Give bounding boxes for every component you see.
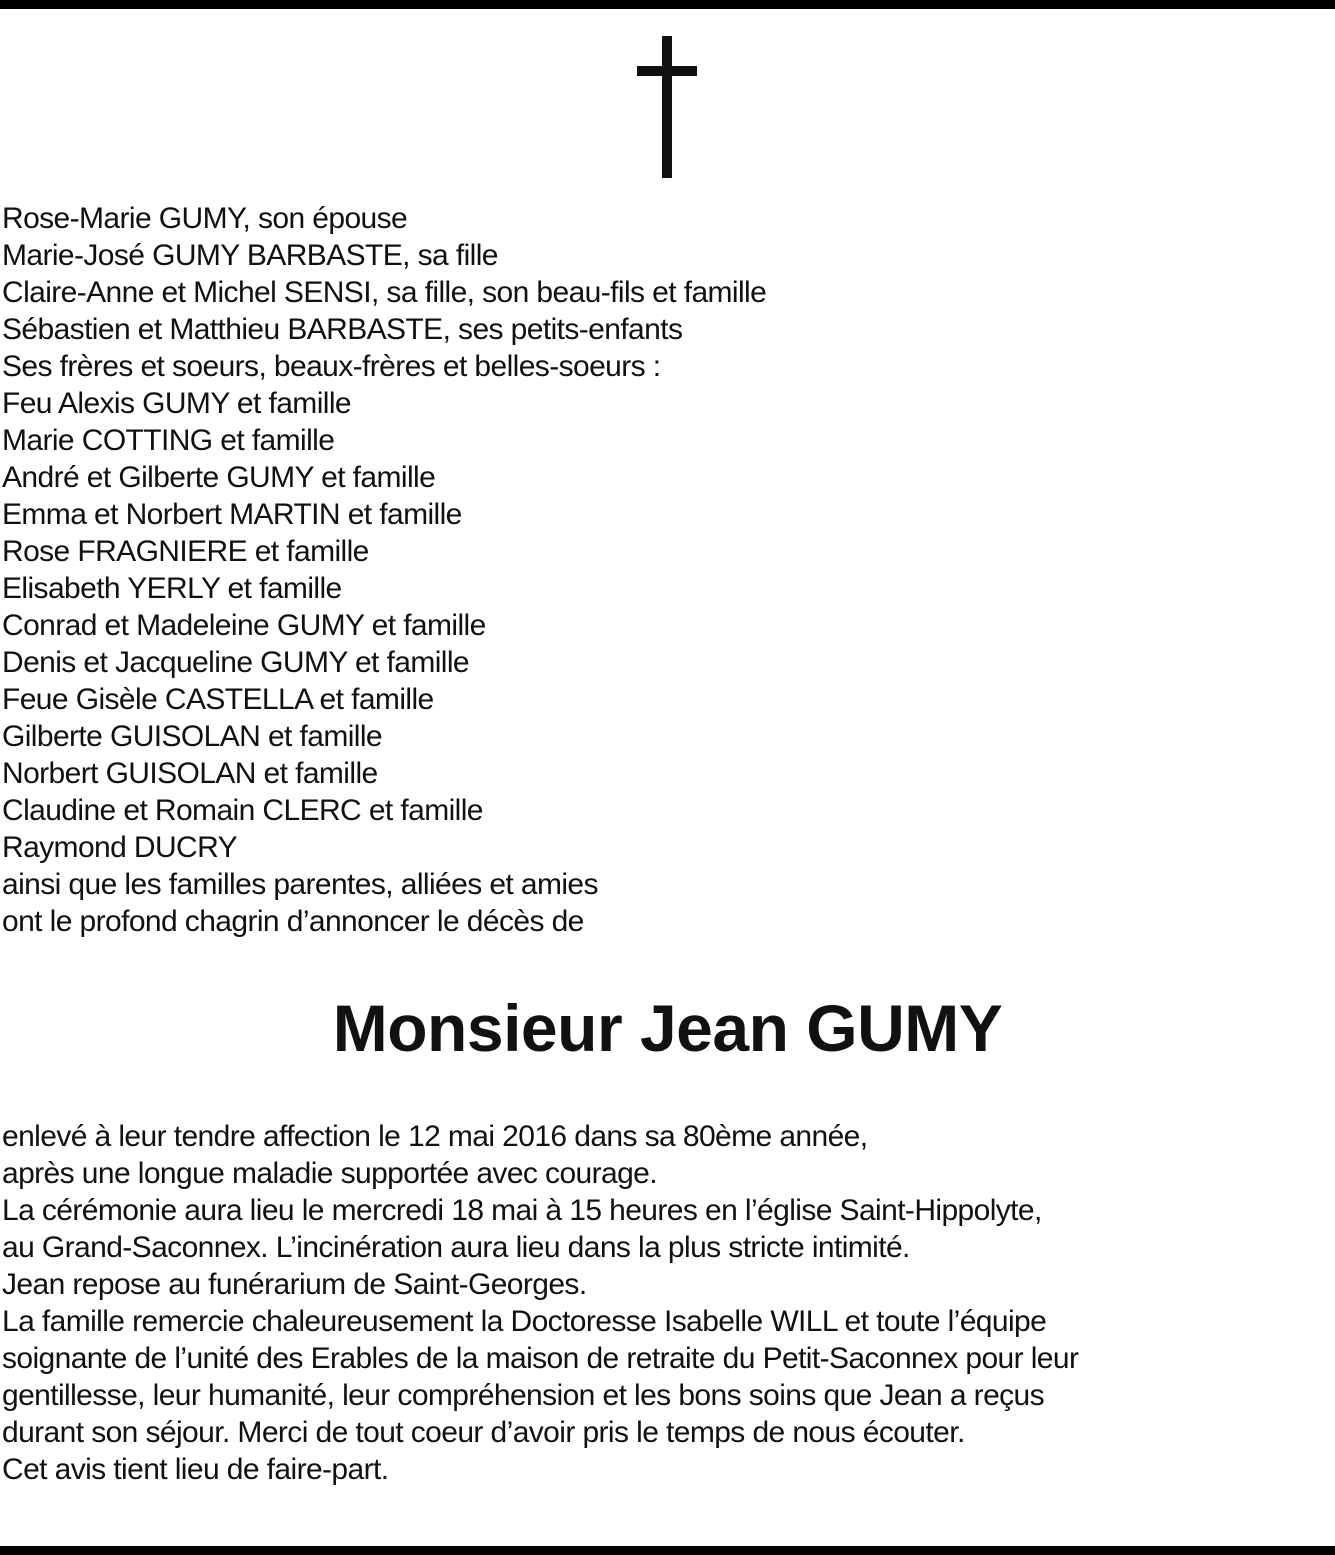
details-line: La cérémonie aura lieu le mercredi 18 mai à 15 heures en l’église Saint-Hippolyte, [2, 1194, 1042, 1227]
details-line: Jean repose au funérarium de Saint-Georges. [2, 1268, 587, 1301]
latin-cross-icon [637, 36, 697, 178]
family-line: Denis et Jacqueline GUMY et famille [2, 646, 469, 679]
details-line: enlevé à leur tendre affection le 12 mai 2016 dans sa 80ème année, [2, 1120, 868, 1153]
top-border-rule [0, 0, 1335, 9]
family-line: Feu Alexis GUMY et famille [2, 387, 351, 420]
cross-vertical-bar [662, 36, 672, 178]
family-line: Elisabeth YERLY et famille [2, 572, 342, 605]
deceased-name-heading: Monsieur Jean GUMY [332, 991, 1003, 1065]
details-line: soignante de l’unité des Erables de la maison de retraite du Petit-Saconnex pour leur [2, 1342, 1079, 1375]
family-line: André et Gilberte GUMY et famille [2, 461, 436, 494]
family-line: Marie COTTING et famille [2, 424, 335, 457]
family-line: Norbert GUISOLAN et famille [2, 757, 378, 790]
details-text [2, 1118, 1078, 1488]
details-line: La famille remercie chaleureusement la Doctoresse Isabelle WILL et toute l’équipe [2, 1305, 1047, 1338]
announcement-line: ont le profond chagrin d’annoncer le décès de [2, 905, 584, 938]
family-line: Rose-Marie GUMY, son épouse [2, 202, 408, 235]
family-list [2, 200, 766, 940]
details-line: gentillesse, leur humanité, leur compréhension et les bons soins que Jean a reçus [2, 1379, 1045, 1412]
family-line: Raymond DUCRY [2, 831, 238, 864]
family-line: Claudine et Romain CLERC et famille [2, 794, 483, 827]
details-line: Cet avis tient lieu de faire-part. [2, 1453, 389, 1486]
family-line: Claire-Anne et Michel SENSI, sa fille, son beau-fils et famille [2, 276, 767, 309]
family-line: ainsi que les familles parentes, alliées et amies [2, 868, 598, 901]
family-line: Ses frères et soeurs, beaux-frères et belles-soeurs : [2, 350, 661, 383]
details-line: durant son séjour. Merci de tout coeur d’avoir pris le temps de nous écouter. [2, 1416, 965, 1449]
family-line: Rose FRAGNIERE et famille [2, 535, 369, 568]
family-line: Sébastien et Matthieu BARBASTE, ses petits-enfants [2, 313, 683, 346]
family-line: Conrad et Madeleine GUMY et famille [2, 609, 486, 642]
cross-horizontal-bar [637, 66, 697, 76]
family-line: Gilberte GUISOLAN et famille [2, 720, 382, 753]
details-line: au Grand-Saconnex. L’incinération aura lieu dans la plus stricte intimité. [2, 1231, 910, 1264]
details-line: après une longue maladie supportée avec courage. [2, 1157, 658, 1190]
bottom-border-rule [0, 1546, 1335, 1555]
family-line: Marie-José GUMY BARBASTE, sa fille [2, 239, 498, 272]
family-line: Emma et Norbert MARTIN et famille [2, 498, 462, 531]
family-line: Feue Gisèle CASTELLA et famille [2, 683, 434, 716]
